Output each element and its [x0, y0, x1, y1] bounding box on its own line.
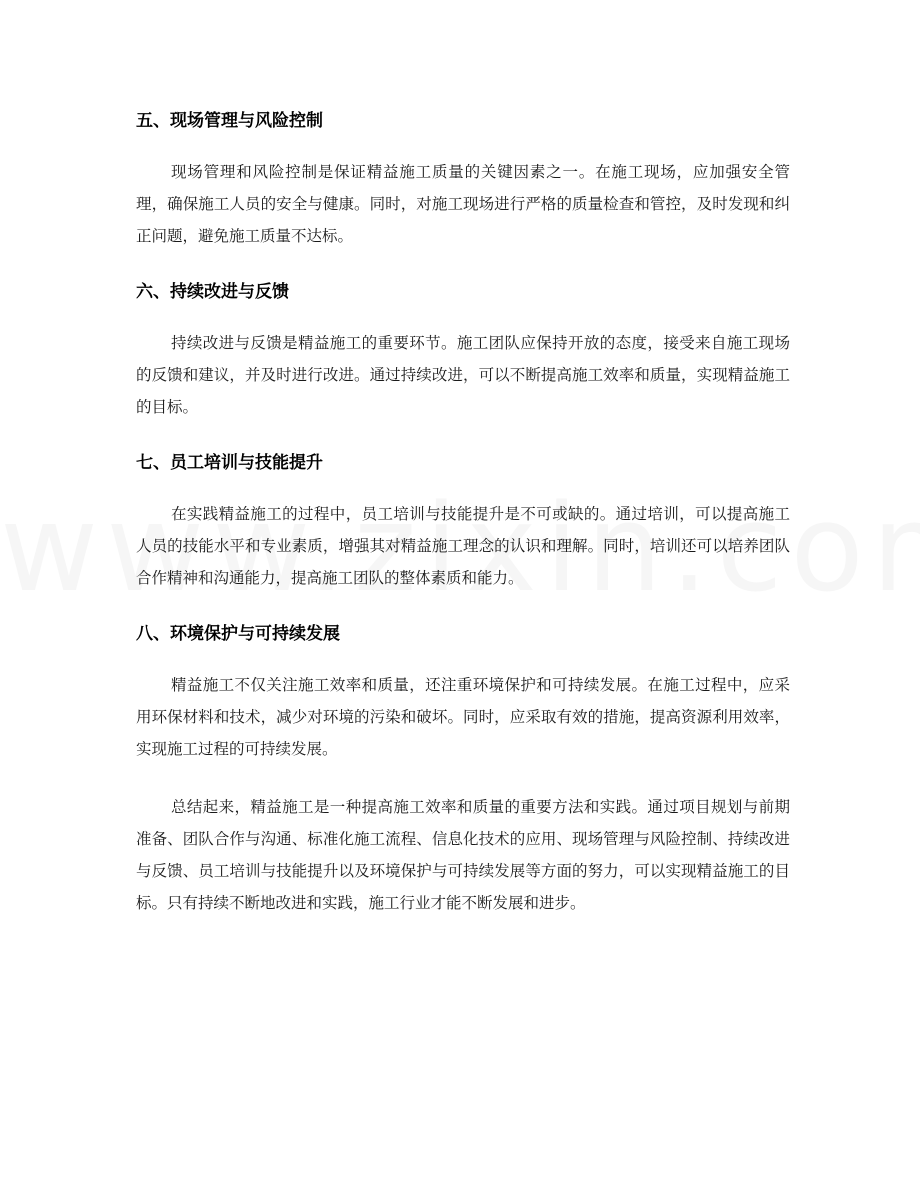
- section-heading: 七、员工培训与技能提升: [136, 453, 323, 473]
- conclusion-paragraph: 总结起来，精益施工是一种提高施工效率和质量的重要方法和实践。通过项目规划与前期准备、团队合作与沟通、标准化施工流程、信息化技术的应用、现场管理与风险控制、持续改进与反馈、员工培训与技能提升以及环境保护与可持续发展等方面的努力，可以实现精益施工的目标。只有持续不断地改进和实践，施工行业才能不断发展和进步。: [136, 798, 790, 912]
- section-heading: 五、现场管理与风险控制: [136, 111, 323, 131]
- section-heading: 六、持续改进与反馈: [136, 282, 289, 302]
- section-paragraph: 在实践精益施工的过程中，员工培训与技能提升是不可或缺的。通过培训，可以提高施工人员的技能水平和专业素质，增强其对精益施工理念的认识和理解。同时，培训还可以培养团队合作精神和沟通能力，提高施工团队的整体素质和能力。: [136, 505, 790, 587]
- section-paragraph: 持续改进与反馈是精益施工的重要环节。施工团队应保持开放的态度，接受来自施工现场的反馈和建议，并及时进行改进。通过持续改进，可以不断提高施工效率和质量，实现精益施工的目标。: [136, 334, 790, 416]
- section-paragraph: 精益施工不仅关注施工效率和质量，还注重环境保护和可持续发展。在施工过程中，应采用环保材料和技术，减少对环境的污染和破坏。同时，应采取有效的措施，提高资源利用效率，实现施工过程的可持续发展。: [136, 676, 790, 758]
- section-paragraph: 现场管理和风险控制是保证精益施工质量的关键因素之一。在施工现场，应加强安全管理，确保施工人员的安全与健康。同时，对施工现场进行严格的质量检查和管控，及时发现和纠正问题，避免施工质量不达标。: [136, 163, 790, 245]
- section-staff-training: [136, 449, 790, 594]
- section-environment: [136, 620, 790, 765]
- section-heading: 八、环境保护与可持续发展: [136, 624, 340, 644]
- section-continuous-improvement: [136, 278, 790, 423]
- section-site-management: [136, 107, 790, 252]
